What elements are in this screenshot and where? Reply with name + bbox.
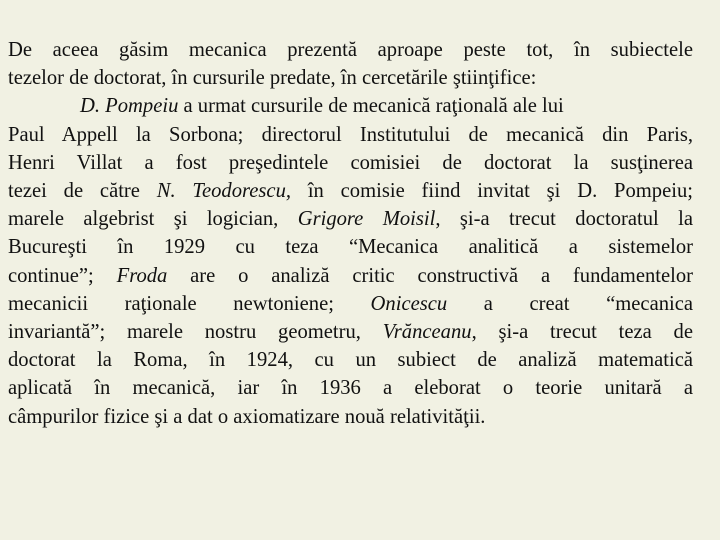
text-run: , şi-a trecut doctoratul la — [435, 208, 694, 231]
text-run: tezei de către — [8, 180, 157, 203]
author-name: Froda — [116, 264, 168, 287]
text-run: Henri Villat a fost preşedintele comisiei de doctorat la susţinerea — [8, 151, 693, 174]
text-line — [8, 318, 693, 346]
text-line — [8, 92, 693, 120]
text-line — [8, 36, 693, 64]
text-run: are o analiză critic constructivă a fundamentelor — [167, 264, 693, 287]
text-run: a urmat cursurile de mecanică raţională ale lui — [178, 95, 564, 118]
text-run: mecanicii raţionale newtoniene; — [8, 292, 371, 315]
text-line — [8, 177, 693, 205]
text-run: câmpurilor fizice şi a dat o axiomatizare nouă relativităţii. — [8, 405, 486, 428]
text-line — [8, 262, 693, 290]
text-run: De aceea găsim mecanica prezentă aproape peste tot, în subiectele — [8, 39, 693, 61]
text-line — [8, 346, 693, 374]
text-run: aplicată în mecanică, iar în 1936 a eleborat o teorie unitară a — [8, 377, 693, 400]
text-run: continue”; — [8, 264, 117, 287]
text-run: în comisie fiind invitat şi D. Pompeiu; — [291, 180, 693, 203]
author-name: Grigore Moisil — [297, 208, 436, 231]
text-run: a creat “mecanica — [447, 292, 694, 315]
author-name: Vrănceanu — [382, 321, 472, 344]
text-line — [8, 290, 693, 318]
text-line — [8, 374, 693, 402]
text-run: invariantă”; marele nostru geometru, — [8, 321, 383, 344]
text-line — [8, 121, 693, 149]
text-line — [8, 403, 693, 431]
body-paragraph — [8, 36, 693, 431]
author-name: N. Teodorescu, — [156, 180, 292, 203]
text-run: , şi-a trecut teza de — [471, 321, 693, 344]
text-line — [8, 149, 693, 177]
text-line — [8, 64, 693, 92]
text-line — [8, 233, 693, 261]
text-run: tezelor de doctorat, în cursurile predate, în cercetările ştiinţifice: — [8, 67, 537, 90]
text-line — [8, 205, 693, 233]
text-run: marele algebrist şi logician, — [8, 208, 298, 231]
text-run: Paul Appell la Sorbona; directorul Institutului de mecanică din Paris, — [8, 123, 693, 146]
author-name: Onicescu — [370, 292, 448, 315]
text-run: Bucureşti în 1929 cu teza “Mecanica analitică a sistemelor — [8, 236, 693, 259]
text-run: doctorat la Roma, în 1924, cu un subiect de analiză matematică — [8, 349, 693, 372]
author-name: D. Pompeiu — [80, 95, 179, 118]
